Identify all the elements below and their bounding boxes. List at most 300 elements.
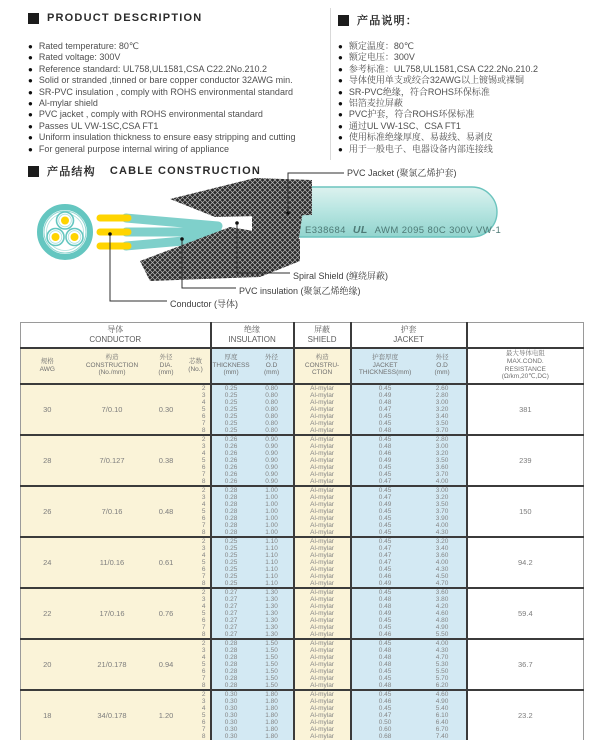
- insulation-thickness-cell: 0.28: [211, 661, 251, 668]
- shield-cell: Al-mylar: [294, 464, 351, 471]
- cores-cell: 3: [182, 596, 211, 603]
- section-marker-icon: [338, 15, 349, 26]
- jacket-od-cell: 3.80: [419, 596, 467, 603]
- insulation-thickness-cell: 0.30: [211, 733, 251, 740]
- cores-cell: 2: [182, 690, 211, 698]
- list-item-text: 额定电压：300V: [348, 52, 415, 63]
- jacket-thickness-cell: 0.45: [351, 413, 419, 420]
- insulation-thickness-cell: 0.28: [211, 668, 251, 675]
- insulation-od-cell: 0.80: [251, 399, 294, 406]
- list-item: [28, 41, 295, 52]
- jacket-od-cell: 3.50: [419, 420, 467, 427]
- insulation-od-cell: 1.80: [251, 705, 294, 712]
- jacket-thickness-cell: 0.47: [351, 406, 419, 413]
- resistance-cell: 239: [467, 435, 584, 486]
- insulation-od-cell: 0.90: [251, 457, 294, 464]
- jacket-od-cell: 4.00: [419, 559, 467, 566]
- insulation-od-cell: 0.90: [251, 464, 294, 471]
- resistance-cell: 23.2: [467, 690, 584, 740]
- column-header: 外径 O.D (mm): [251, 348, 294, 384]
- column-header: 外径 DIA. (mm): [151, 348, 182, 384]
- jacket-thickness-cell: 0.45: [351, 705, 419, 712]
- jacket-thickness-cell: 0.46: [351, 631, 419, 639]
- cores-cell: 7: [182, 471, 211, 478]
- insulation-thickness-cell: 0.30: [211, 726, 251, 733]
- list-item-text: Uniform insulation thickness to ensure easy stripping and cutting: [38, 132, 296, 143]
- shield-cell: Al-mylar: [294, 705, 351, 712]
- cable-spec-text: AWM 2095 80C 300V VW-1: [374, 224, 502, 236]
- spec-row: [21, 588, 584, 596]
- insulation-od-cell: 0.80: [251, 384, 294, 392]
- insulation-thickness-cell: 0.30: [211, 705, 251, 712]
- shield-cell: Al-mylar: [294, 588, 351, 596]
- jacket-od-cell: 3.40: [419, 545, 467, 552]
- shield-cell: Al-mylar: [294, 406, 351, 413]
- insulation-thickness-cell: 0.28: [211, 529, 251, 537]
- list-item: [338, 144, 538, 155]
- insulation-od-cell: 1.10: [251, 545, 294, 552]
- cable-cross-section: [40, 207, 90, 257]
- bullet-icon: ●: [28, 64, 33, 74]
- cores-cell: 8: [182, 733, 211, 740]
- jacket-od-cell: 4.00: [419, 478, 467, 486]
- insulation-od-cell: 1.10: [251, 573, 294, 580]
- cores-cell: 6: [182, 566, 211, 573]
- insulation-thickness-cell: 0.28: [211, 501, 251, 508]
- jacket-od-cell: 2.60: [419, 384, 467, 392]
- cores-cell: 6: [182, 413, 211, 420]
- jacket-od-cell: 4.50: [419, 573, 467, 580]
- list-item: [338, 132, 538, 143]
- insulation-od-cell: 1.00: [251, 508, 294, 515]
- jacket-thickness-cell: 0.48: [351, 443, 419, 450]
- insulation-thickness-cell: 0.30: [211, 712, 251, 719]
- insulation-thickness-cell: 0.27: [211, 588, 251, 596]
- insulation-od-cell: 1.00: [251, 515, 294, 522]
- list-item: [28, 109, 295, 120]
- product-description-title: PRODUCT DESCRIPTION: [47, 12, 203, 24]
- jacket-thickness-cell: 0.68: [351, 733, 419, 740]
- insulation-thickness-cell: 0.26: [211, 450, 251, 457]
- bullet-icon: ●: [28, 87, 33, 97]
- bullet-icon: ●: [338, 110, 343, 120]
- list-item: [338, 64, 538, 75]
- cores-cell: 4: [182, 450, 211, 457]
- group-header: 护套 JACKET: [351, 323, 467, 348]
- insulation-od-cell: 1.30: [251, 617, 294, 624]
- insulation-thickness-cell: 0.25: [211, 406, 251, 413]
- insulation-thickness-cell: 0.27: [211, 624, 251, 631]
- jacket-thickness-cell: 0.45: [351, 508, 419, 515]
- jacket-od-cell: 4.70: [419, 654, 467, 661]
- dia-cell: 0.38: [151, 435, 182, 486]
- insulation-od-cell: 1.30: [251, 603, 294, 610]
- list-item: [338, 109, 538, 120]
- dia-cell: 0.76: [151, 588, 182, 639]
- shield-cell: Al-mylar: [294, 668, 351, 675]
- shield-cell: Al-mylar: [294, 545, 351, 552]
- dia-cell: 0.48: [151, 486, 182, 537]
- list-item: [28, 121, 295, 132]
- bullet-icon: ●: [28, 99, 33, 109]
- insulation-thickness-cell: 0.28: [211, 522, 251, 529]
- bullet-icon: ●: [28, 110, 33, 120]
- insulation-thickness-cell: 0.30: [211, 690, 251, 698]
- jacket-od-cell: 3.20: [419, 537, 467, 545]
- shield-cell: Al-mylar: [294, 471, 351, 478]
- shield-cell: Al-mylar: [294, 610, 351, 617]
- section-marker-icon: [28, 13, 39, 24]
- jacket-od-cell: 4.60: [419, 690, 467, 698]
- resistance-cell: 59.4: [467, 588, 584, 639]
- cores-cell: 2: [182, 486, 211, 494]
- jacket-od-cell: 4.30: [419, 566, 467, 573]
- cores-cell: 7: [182, 573, 211, 580]
- insulation-od-cell: 0.90: [251, 471, 294, 478]
- bullet-icon: ●: [338, 53, 343, 63]
- insulation-od-cell: 1.50: [251, 682, 294, 690]
- bullet-icon: ●: [28, 133, 33, 143]
- insulation-od-cell: 0.90: [251, 435, 294, 443]
- cores-cell: 7: [182, 624, 211, 631]
- insulation-thickness-cell: 0.25: [211, 427, 251, 435]
- insulation-thickness-cell: 0.25: [211, 545, 251, 552]
- jacket-thickness-cell: 0.45: [351, 515, 419, 522]
- insulation-thickness-cell: 0.28: [211, 515, 251, 522]
- jacket-od-cell: 5.70: [419, 675, 467, 682]
- insulation-thickness-cell: 0.27: [211, 617, 251, 624]
- jacket-od-cell: 4.20: [419, 603, 467, 610]
- bullet-icon: ●: [28, 144, 33, 154]
- jacket-od-cell: 5.30: [419, 661, 467, 668]
- list-item-text: PVC jacket , comply with ROHS environmental standard: [38, 109, 263, 120]
- insulation-od-cell: 0.90: [251, 450, 294, 457]
- column-header: 最大导体电阻 MAX.COND. RESISTANCE (Ω/km,20℃,DC): [467, 348, 584, 384]
- insulation-od-cell: 0.80: [251, 420, 294, 427]
- cores-cell: 3: [182, 443, 211, 450]
- cores-cell: 2: [182, 435, 211, 443]
- shield-cell: Al-mylar: [294, 647, 351, 654]
- shield-cell: Al-mylar: [294, 690, 351, 698]
- shield-cell: Al-mylar: [294, 552, 351, 559]
- insulation-thickness-cell: 0.25: [211, 399, 251, 406]
- shield-label: Spiral Shield (缠绕屏蔽): [293, 271, 389, 281]
- jacket-od-cell: 3.60: [419, 552, 467, 559]
- conductor-label: Conductor (导体): [170, 299, 239, 309]
- bullet-icon: ●: [338, 144, 343, 154]
- product-description-list: [28, 41, 295, 155]
- insulation-thickness-cell: 0.27: [211, 596, 251, 603]
- list-item: [28, 132, 295, 143]
- insulation-thickness-cell: 0.25: [211, 420, 251, 427]
- awg-cell: 30: [21, 384, 74, 435]
- awg-cell: 24: [21, 537, 74, 588]
- list-item: [28, 75, 295, 86]
- insulation-od-cell: 1.80: [251, 726, 294, 733]
- shield-cell: Al-mylar: [294, 726, 351, 733]
- cores-cell: 3: [182, 545, 211, 552]
- insulation-thickness-cell: 0.25: [211, 580, 251, 588]
- insulation-od-cell: 1.00: [251, 522, 294, 529]
- insulation-thickness-cell: 0.26: [211, 457, 251, 464]
- insulation-od-cell: 1.10: [251, 580, 294, 588]
- jacket-od-cell: 6.20: [419, 682, 467, 690]
- product-description-cn-list: [338, 41, 538, 155]
- jacket-od-cell: 3.90: [419, 515, 467, 522]
- insulation-od-cell: 1.30: [251, 631, 294, 639]
- insulation-od-cell: 1.30: [251, 588, 294, 596]
- bullet-icon: ●: [338, 64, 343, 74]
- jacket-od-cell: 2.80: [419, 392, 467, 399]
- shield-cell: Al-mylar: [294, 522, 351, 529]
- jacket-thickness-cell: 0.49: [351, 610, 419, 617]
- insulation-thickness-cell: 0.25: [211, 559, 251, 566]
- list-item-text: 参考标准：UL758,UL1581,CSA C22.2No.210.2: [348, 63, 538, 74]
- shield-cell: Al-mylar: [294, 559, 351, 566]
- jacket-thickness-cell: 0.60: [351, 726, 419, 733]
- jacket-od-cell: 4.00: [419, 522, 467, 529]
- jacket-thickness-cell: 0.45: [351, 675, 419, 682]
- bullet-icon: ●: [338, 121, 343, 131]
- shield-cell: Al-mylar: [294, 413, 351, 420]
- jacket-thickness-cell: 0.50: [351, 719, 419, 726]
- jacket-thickness-cell: 0.45: [351, 384, 419, 392]
- column-header: 厚度 THICKNESS (mm): [211, 348, 251, 384]
- cores-cell: 3: [182, 698, 211, 705]
- list-item-text: 使用标准绝缘厚度、易裁线、易剥皮: [348, 132, 493, 143]
- jacket-thickness-cell: 0.45: [351, 690, 419, 698]
- product-description-cn-title: 产品说明：: [357, 15, 418, 27]
- shield-cell: Al-mylar: [294, 443, 351, 450]
- construction-cell: 11/0.16: [74, 537, 151, 588]
- jacket-od-cell: 6.10: [419, 712, 467, 719]
- jacket-od-cell: 3.20: [419, 494, 467, 501]
- insulation-od-cell: 0.80: [251, 406, 294, 413]
- group-header: 绝缘 INSULATION: [211, 323, 294, 348]
- jacket-thickness-cell: 0.48: [351, 661, 419, 668]
- group-header: 屏蔽 SHIELD: [294, 323, 351, 348]
- cores-cell: 2: [182, 639, 211, 647]
- jacket-thickness-cell: 0.45: [351, 435, 419, 443]
- insulation-od-cell: 1.50: [251, 639, 294, 647]
- list-item: [338, 121, 538, 132]
- cores-cell: 7: [182, 675, 211, 682]
- cable-cert-number: E338684: [305, 224, 346, 236]
- awg-cell: 20: [21, 639, 74, 690]
- jacket-thickness-cell: 0.48: [351, 399, 419, 406]
- insulation-thickness-cell: 0.28: [211, 494, 251, 501]
- spec-row: [21, 384, 584, 392]
- bullet-icon: ●: [338, 42, 343, 51]
- shield-cell: Al-mylar: [294, 712, 351, 719]
- cores-cell: 3: [182, 494, 211, 501]
- cores-cell: 2: [182, 384, 211, 392]
- jacket-thickness-cell: 0.47: [351, 712, 419, 719]
- jacket-thickness-cell: 0.48: [351, 596, 419, 603]
- insulation-od-cell: 0.80: [251, 413, 294, 420]
- jacket-thickness-cell: 0.45: [351, 464, 419, 471]
- list-item-text: 通过UL VW-1SC、CSA FT1: [348, 120, 461, 131]
- shield-cell: Al-mylar: [294, 486, 351, 494]
- jacket-thickness-cell: 0.46: [351, 698, 419, 705]
- cores-cell: 7: [182, 726, 211, 733]
- insulation-thickness-cell: 0.28: [211, 486, 251, 494]
- list-item-text: Solid or stranded ,tinned or bare copper conductor 32AWG min.: [38, 75, 293, 86]
- jacket-thickness-cell: 0.45: [351, 588, 419, 596]
- cores-cell: 4: [182, 654, 211, 661]
- jacket-thickness-cell: 0.48: [351, 603, 419, 610]
- insulation-od-cell: 1.50: [251, 668, 294, 675]
- insulation-od-cell: 1.50: [251, 647, 294, 654]
- shield-cell: Al-mylar: [294, 698, 351, 705]
- spec-row: [21, 435, 584, 443]
- shield-cell: Al-mylar: [294, 654, 351, 661]
- cores-cell: 8: [182, 580, 211, 588]
- shield-cell: Al-mylar: [294, 427, 351, 435]
- list-item-text: 用于一般电子、电器设备内部连接线: [348, 143, 493, 154]
- cores-cell: 4: [182, 399, 211, 406]
- insulation-thickness-cell: 0.28: [211, 682, 251, 690]
- insulation-thickness-cell: 0.25: [211, 537, 251, 545]
- jacket-od-cell: 3.20: [419, 450, 467, 457]
- spec-row: [21, 690, 584, 698]
- shield-cell: Al-mylar: [294, 573, 351, 580]
- column-header: 护套厚度 JACKET THICKNESS(mm): [351, 348, 419, 384]
- insulation-od-cell: 1.10: [251, 559, 294, 566]
- insulation-od-cell: 1.10: [251, 552, 294, 559]
- insulation-thickness-cell: 0.27: [211, 603, 251, 610]
- resistance-cell: 381: [467, 384, 584, 435]
- shield-cell: Al-mylar: [294, 675, 351, 682]
- insulation-thickness-cell: 0.28: [211, 647, 251, 654]
- list-item-text: Reference standard: UL758,UL1581,CSA C22.2No.210.2: [38, 63, 267, 74]
- cores-cell: 7: [182, 420, 211, 427]
- insulation-od-cell: 1.50: [251, 654, 294, 661]
- jacket-od-cell: 7.40: [419, 733, 467, 740]
- jacket-od-cell: 5.40: [419, 705, 467, 712]
- spec-table: [20, 322, 584, 740]
- shield-cell: Al-mylar: [294, 457, 351, 464]
- dia-cell: 1.20: [151, 690, 182, 740]
- awg-cell: 18: [21, 690, 74, 740]
- bullet-icon: ●: [338, 76, 343, 86]
- shield-cell: Al-mylar: [294, 603, 351, 610]
- jacket-od-cell: 4.30: [419, 647, 467, 654]
- jacket-label: PVC Jacket (聚氯乙烯护套): [347, 168, 457, 178]
- jacket-thickness-cell: 0.45: [351, 471, 419, 478]
- insulation-thickness-cell: 0.28: [211, 675, 251, 682]
- shield-cell: Al-mylar: [294, 733, 351, 740]
- insulation-thickness-cell: 0.28: [211, 508, 251, 515]
- cores-cell: 5: [182, 508, 211, 515]
- insulation-thickness-cell: 0.25: [211, 552, 251, 559]
- column-header: 构造 CONSTRU- CTION: [294, 348, 351, 384]
- column-header: 规格 AWG: [21, 348, 74, 384]
- insulation-thickness-cell: 0.25: [211, 566, 251, 573]
- insulation-od-cell: 1.00: [251, 486, 294, 494]
- jacket-thickness-cell: 0.48: [351, 647, 419, 654]
- cores-cell: 8: [182, 529, 211, 537]
- shield-cell: Al-mylar: [294, 435, 351, 443]
- list-item-text: Rated voltage: 300V: [38, 52, 121, 63]
- list-item-text: PVC护套，符合ROHS环保标准: [348, 109, 475, 120]
- jacket-od-cell: 3.60: [419, 588, 467, 596]
- list-item: [338, 87, 538, 98]
- list-item-text: 铝箔麦拉屏蔽: [348, 98, 403, 109]
- insulation-thickness-cell: 0.30: [211, 698, 251, 705]
- list-item-text: Al-mylar shield: [38, 98, 98, 109]
- shield-cell: Al-mylar: [294, 450, 351, 457]
- construction-cell: 21/0.178: [74, 639, 151, 690]
- jacket-thickness-cell: 0.45: [351, 420, 419, 427]
- jacket-thickness-cell: 0.47: [351, 559, 419, 566]
- list-item: [338, 52, 538, 63]
- list-item: [28, 52, 295, 63]
- insulation-od-cell: 1.00: [251, 501, 294, 508]
- jacket-od-cell: 3.00: [419, 486, 467, 494]
- jacket-thickness-cell: 0.45: [351, 617, 419, 624]
- jacket-od-cell: 2.80: [419, 435, 467, 443]
- cable-print-text: [305, 224, 501, 236]
- jacket-od-cell: 3.70: [419, 471, 467, 478]
- insulation-thickness-cell: 0.26: [211, 471, 251, 478]
- shield-cell: Al-mylar: [294, 566, 351, 573]
- cores-cell: 4: [182, 603, 211, 610]
- insulation-label: PVC insulation (聚氯乙烯绝缘): [239, 286, 361, 296]
- shield-cell: Al-mylar: [294, 399, 351, 406]
- insulation-od-cell: 1.80: [251, 690, 294, 698]
- insulation-thickness-cell: 0.25: [211, 413, 251, 420]
- insulation-thickness-cell: 0.25: [211, 392, 251, 399]
- insulation-thickness-cell: 0.26: [211, 443, 251, 450]
- construction-cell: 7/0.127: [74, 435, 151, 486]
- dia-cell: 0.61: [151, 537, 182, 588]
- construction-title-en: CABLE CONSTRUCTION: [109, 165, 261, 177]
- jacket-thickness-cell: 0.45: [351, 668, 419, 675]
- shield-cell: Al-mylar: [294, 624, 351, 631]
- jacket-thickness-cell: 0.45: [351, 529, 419, 537]
- product-description-header: [28, 12, 202, 24]
- list-item-text: Passes UL VW-1SC,CSA FT1: [38, 120, 159, 131]
- insulation-od-cell: 0.90: [251, 478, 294, 486]
- cores-cell: 6: [182, 719, 211, 726]
- cores-cell: 8: [182, 427, 211, 435]
- shield-cell: Al-mylar: [294, 494, 351, 501]
- jacket-od-cell: 4.00: [419, 639, 467, 647]
- jacket-thickness-cell: 0.45: [351, 624, 419, 631]
- shield-cell: Al-mylar: [294, 392, 351, 399]
- bullet-icon: ●: [28, 76, 33, 86]
- shield-cell: Al-mylar: [294, 617, 351, 624]
- insulation-thickness-cell: 0.25: [211, 384, 251, 392]
- jacket-od-cell: 3.50: [419, 457, 467, 464]
- shield-cell: Al-mylar: [294, 596, 351, 603]
- spec-row: [21, 486, 584, 494]
- list-item-text: SR-PVC insulation , comply with ROHS environmental standard: [38, 86, 293, 97]
- shield-cell: Al-mylar: [294, 639, 351, 647]
- insulation-od-cell: 1.00: [251, 494, 294, 501]
- construction-cell: 7/0.16: [74, 486, 151, 537]
- jacket-thickness-cell: 0.48: [351, 654, 419, 661]
- list-item: [338, 98, 538, 109]
- jacket-thickness-cell: 0.48: [351, 682, 419, 690]
- insulation-od-cell: 0.80: [251, 427, 294, 435]
- resistance-cell: 36.7: [467, 639, 584, 690]
- cores-cell: 8: [182, 478, 211, 486]
- cores-cell: 8: [182, 631, 211, 639]
- jacket-thickness-cell: 0.49: [351, 457, 419, 464]
- ul-mark-icon: UL: [352, 224, 368, 236]
